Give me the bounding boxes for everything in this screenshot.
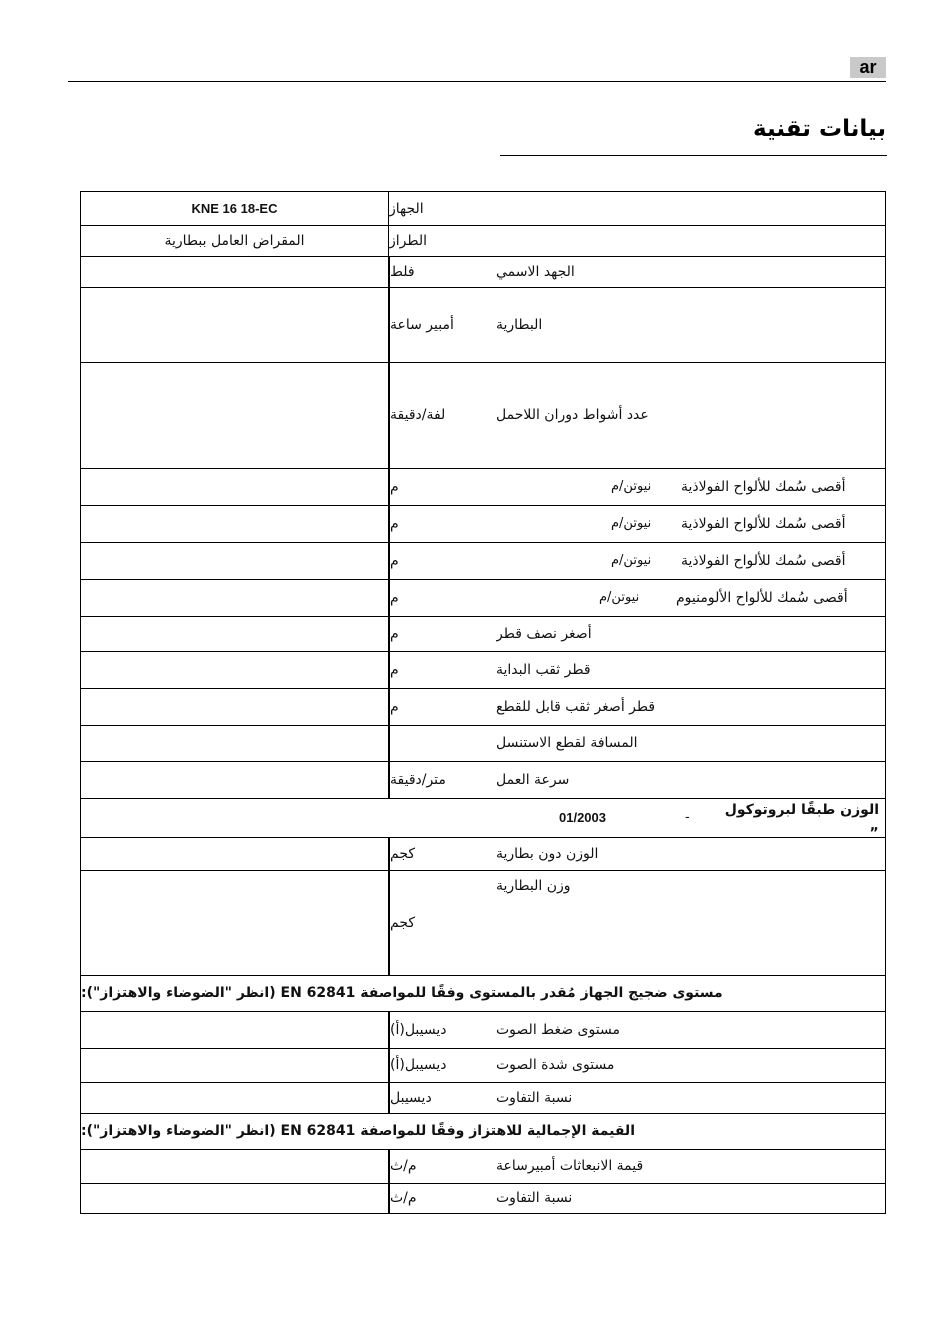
row-weight-procedure [81,798,885,838]
start-hole-value [81,651,389,688]
min-radius-unit: م [389,616,492,651]
row-min-radius [81,616,885,652]
speed-value [81,362,389,468]
row-stencil-distance [81,725,885,762]
max-steel-2-unit: م [389,505,492,542]
min-radius-value [81,616,389,651]
speed-label: عدد أشواط دوران اللاحمل [496,407,649,423]
row-sound-pressure [81,1011,885,1049]
voltage-unit: فلط [389,256,492,287]
max-steel-1-value [81,468,389,505]
battery-unit: أمبير ساعة [389,287,492,362]
row-max-steel-2 [81,505,885,543]
page-title: بيانات تقنية [753,116,886,142]
vibration-value-value [81,1149,389,1183]
stencil-distance-label: المسافة لقطع الاستنسل [496,735,638,751]
work-speed-value [81,761,389,798]
sound-power-label: مستوى شدة الصوت [496,1057,615,1073]
row-vibration-value [81,1149,885,1184]
noise-heading-label: مستوى ضجيج الجهاز مُقدر بالمستوى وفقًا للمواصفة EN 62841 (انظر "الضوضاء والاهتزاز"): [81,985,723,1001]
noise-uncertainty-label: نسبة التفاوت [496,1089,573,1106]
stencil-distance-value [81,725,389,761]
row-battery [81,287,885,363]
weight-no-battery-value [81,837,389,870]
max-steel-3-label: أقصى سُمك للألواح الفولاذية [681,552,846,569]
row-battery-weight [81,870,885,976]
technical-data-table [80,191,886,1214]
device-value: KNE 16 18-EC [81,192,389,225]
row-sound-power [81,1048,885,1083]
max-alu-value [81,579,389,616]
vibration-uncertainty-value [81,1183,389,1213]
max-steel-3-value [81,542,389,579]
header-rule [68,81,886,82]
model-value: المقراض العامل ببطارية [81,225,389,256]
weight-procedure-label: الوزن طبقًا لبروتوكول „ [724,801,879,834]
weight-no-battery-label: الوزن دون بطارية [496,845,599,862]
row-work-speed [81,761,885,799]
language-badge: ar [850,57,886,78]
battery-weight-label: وزن البطارية [496,878,571,894]
row-min-hole [81,688,885,726]
row-noise-heading [81,975,885,1012]
max-alu-label: أقصى سُمك للألواح الألومنيوم [676,589,848,606]
row-vibration-heading [81,1113,885,1150]
row-max-alu [81,579,885,617]
min-hole-unit: م [389,688,492,725]
vibration-value-label: قيمة الانبعاثات أمبيرساعة [496,1158,644,1174]
noise-uncertainty-value [81,1082,389,1113]
max-steel-1-label: أقصى سُمك للألواح الفولاذية [681,478,846,495]
row-model [81,225,885,257]
start-hole-unit: م [389,651,492,688]
weight-no-battery-unit: كجم [389,837,492,870]
voltage-label: الجهد الاسمي [496,263,575,280]
battery-weight-unit: كجم [389,870,492,975]
row-weight-no-battery [81,837,885,871]
stencil-distance-unit [389,725,492,761]
weight-procedure-dash: - [685,810,690,825]
row-start-hole [81,651,885,689]
work-speed-label: سرعة العمل [496,771,570,788]
row-device [81,192,885,226]
row-noise-uncertainty [81,1082,885,1114]
row-vibration-uncertainty [81,1183,885,1213]
voltage-value [81,256,389,287]
max-steel-1-subunit: نيوتن/م [611,479,652,494]
work-speed-unit: متر/دقيقة [389,761,492,798]
max-steel-3-unit: م [389,542,492,579]
vibration-heading-label: القيمة الإجمالية للاهتزاز وفقًا للمواصفة EN 62841 (انظر "الضوضاء والاهتزاز"): [81,1123,635,1139]
sound-power-value [81,1048,389,1082]
device-label: الجهاز [389,200,424,217]
row-voltage [81,256,885,288]
min-hole-label: قطر أصغر ثقب قابل للقطع [496,698,656,715]
model-label: الطراز [389,232,428,249]
row-speed [81,362,885,469]
max-steel-1-unit: م [389,468,492,505]
max-alu-subunit: نيوتن/م [599,590,640,605]
noise-uncertainty-unit: ديسيبل [389,1082,492,1113]
battery-weight-value [81,870,389,975]
start-hole-label: قطر ثقب البداية [496,661,591,678]
row-max-steel-3 [81,542,885,580]
max-steel-2-value [81,505,389,542]
speed-unit: لفة/دقيقة [389,362,492,468]
vibration-uncertainty-unit: م/ث [389,1183,492,1213]
max-alu-unit: م [389,579,492,616]
sound-pressure-label: مستوى ضغط الصوت [496,1021,620,1038]
max-steel-2-subunit: نيوتن/م [611,516,652,531]
vibration-uncertainty-label: نسبة التفاوت [496,1190,573,1206]
battery-label: البطارية [496,316,543,333]
sound-pressure-unit: ديسيبل(أ) [389,1011,492,1048]
battery-value [81,287,389,362]
min-radius-label: أصغر نصف قطر [496,625,592,642]
vibration-value-unit: م/ث [389,1149,492,1183]
min-hole-value [81,688,389,725]
max-steel-2-label: أقصى سُمك للألواح الفولاذية [681,515,846,532]
title-underline [500,155,887,156]
sound-pressure-value [81,1011,389,1048]
max-steel-3-subunit: نيوتن/م [611,553,652,568]
sound-power-unit: ديسيبل(أ) [389,1048,492,1082]
weight-procedure-code: 01/2003 [559,810,606,825]
row-max-steel-1 [81,468,885,506]
